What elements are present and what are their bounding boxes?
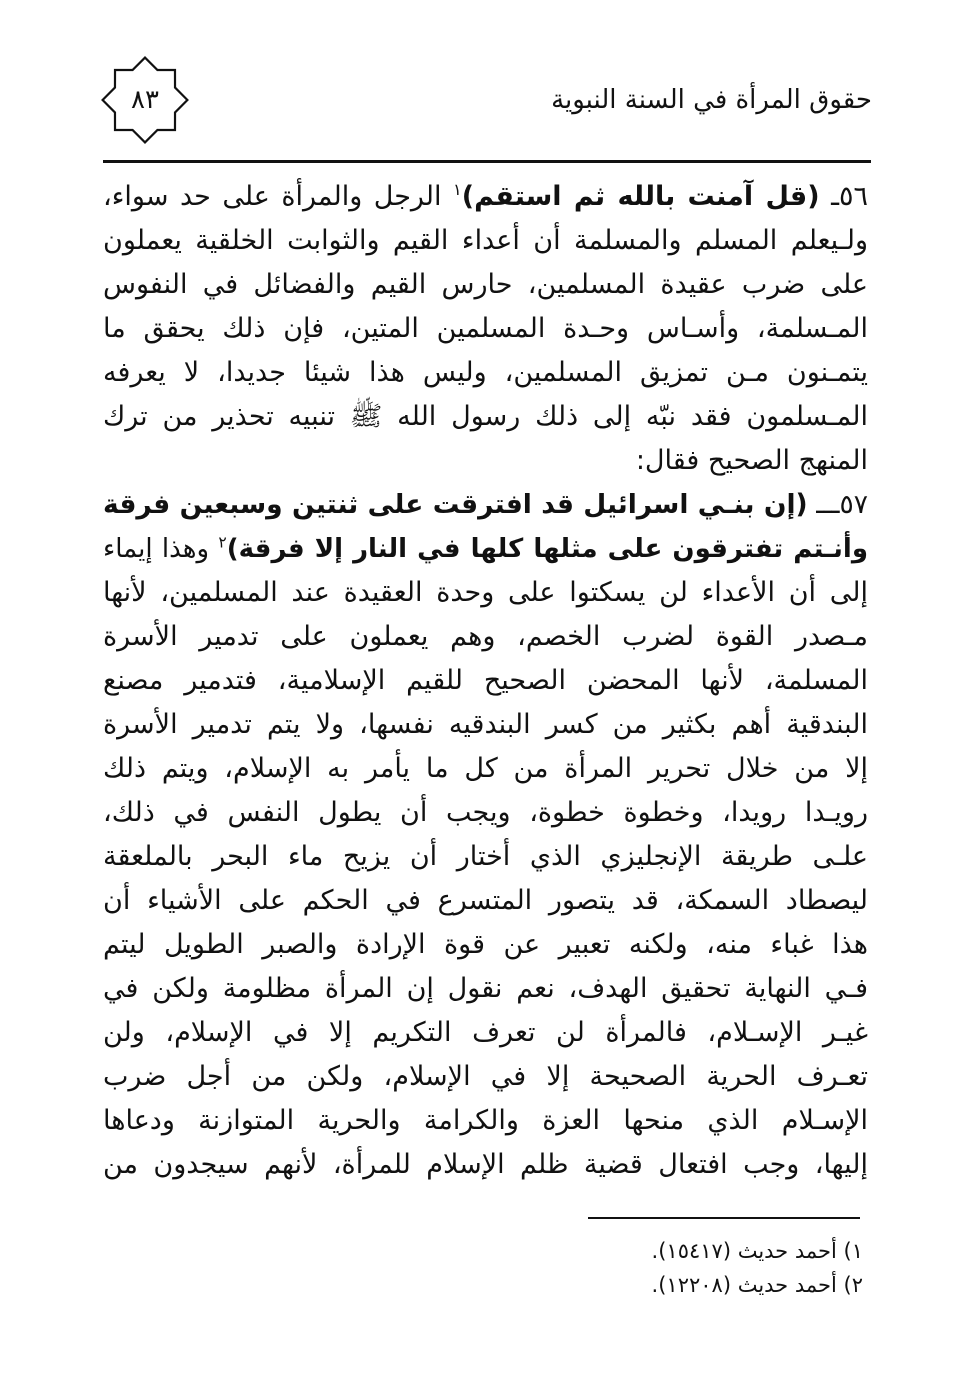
body-line: علـى طريقة الإنجليزي الذي أختار أن يزيح ماء البحر بالملعقة bbox=[103, 841, 868, 872]
body-line: إلى أن الأعداء لن يسكتوا على وحدة العقيدة عند المسلمين، لأنها bbox=[103, 577, 868, 608]
body-line: البندقية أهم بكثير من كسر البندقيه نفسها، ولا يتم تدمير الأسرة bbox=[103, 709, 868, 740]
footnote bbox=[363, 1234, 863, 1268]
body-line: إلا من خلال تحرير المرأة من كل ما يأمر به الإسلام، ويتم ذلك bbox=[103, 753, 868, 784]
body-line: غيـر الإسـلام، فالمرأة لن تعرف التكريم إلا في الإسلام، ولن bbox=[103, 1017, 868, 1048]
footnotes bbox=[363, 1234, 863, 1302]
body-text bbox=[103, 175, 868, 1187]
body-line: ولـيعلم المسلم والمسلمة أن أعداء القيم والثوابت الخلقية يعملون bbox=[103, 225, 868, 256]
body-line bbox=[103, 527, 868, 571]
body-line: مـصدر القوة لضرب الخصم، وهم يعملون على تدمير الأسرة bbox=[103, 621, 868, 652]
footnote-divider bbox=[588, 1217, 860, 1219]
page-number: ٨٣ bbox=[131, 85, 159, 115]
body-line: المـسلمون فقد نبّه إلى ذلك رسول الله ﷺ تنبيه تحذير من ترك bbox=[103, 401, 868, 432]
body-line: إليها، وجب افتعال قضية ظلم الإسلام للمرأة، لأنهم سيجدون من bbox=[103, 1149, 868, 1180]
item-number: ٥٦ـ bbox=[831, 181, 868, 212]
footnote-marker: ١) bbox=[843, 1239, 863, 1263]
body-line: يتمـنون مـن تمزيق المسلمين، وليس هذا شيئا جديدا، لا يعرفه bbox=[103, 357, 868, 388]
hadith-quote: (إن بنـي اسرائيل قد افترقت على ثنتين وسبعين فرقة bbox=[103, 489, 808, 520]
footnote-marker: ٢) bbox=[843, 1273, 863, 1297]
body-line: تعـرف الحرية الصحيحة إلا في الإسلام، ولكن من أجل ضرب bbox=[103, 1061, 868, 1092]
body-line: على ضرب عقيدة المسلمين، حارس القيم والفضائل في النفوس bbox=[103, 269, 868, 300]
body-line: المنهج الصحيح فقال: bbox=[635, 445, 868, 476]
footnote-text: أحمد حديث (١٥٤١٧). bbox=[651, 1239, 837, 1263]
hadith-quote: وأنـتم تفترقون على مثلها كلها في النار إلا فرقة) bbox=[226, 534, 868, 564]
page-number-badge bbox=[95, 50, 195, 150]
footnote bbox=[363, 1268, 863, 1302]
line-text: الرجل والمرأة على حد سواء، bbox=[103, 181, 442, 212]
footnote-ref: ١ bbox=[453, 180, 462, 199]
hadith-quote: (قل آمنت بالله ثم استقم) bbox=[461, 181, 820, 212]
body-line: فـي النهاية تحقيق الهدف، نعم نقول إن المرأة مظلومة ولكن في bbox=[103, 973, 868, 1004]
footnote-text: أحمد حديث (١٢٢٠٨). bbox=[651, 1273, 837, 1297]
body-line: المسلمة، لأنها المحضن الصحيح للقيم الإسلامية، فتدمير مصنع bbox=[103, 665, 868, 696]
body-line: هذا غباء منه، ولكنه تعبير عن قوة الإرادة والصبر الطويل ليتم bbox=[103, 929, 868, 960]
body-line: ليصطاد السمكة، قد يتصور المتسرع في الحكم على الأشياء أن bbox=[103, 885, 868, 916]
body-line: الإسـلام الذي منحها العزة والكرامة والحرية المتوازنة ودعاها bbox=[103, 1105, 868, 1136]
item-number: ٥٧ـــ bbox=[816, 489, 868, 520]
header-divider bbox=[103, 160, 871, 163]
body-line: المـسلمة، وأسـاس وحـدة المسلمين المتين، فإن ذلك يحقق ما bbox=[103, 313, 868, 344]
footnote-ref: ٢ bbox=[218, 533, 227, 552]
body-line: رويـدا رويدا، وخطوة خطوة، ويجب أن يطول النفس في ذلك، bbox=[103, 797, 868, 828]
running-header-title: حقوق المرأة في السنة النبوية bbox=[551, 85, 872, 115]
body-line bbox=[103, 483, 868, 527]
body-line bbox=[103, 175, 868, 219]
line-text: وهذا إيماء bbox=[103, 534, 210, 564]
